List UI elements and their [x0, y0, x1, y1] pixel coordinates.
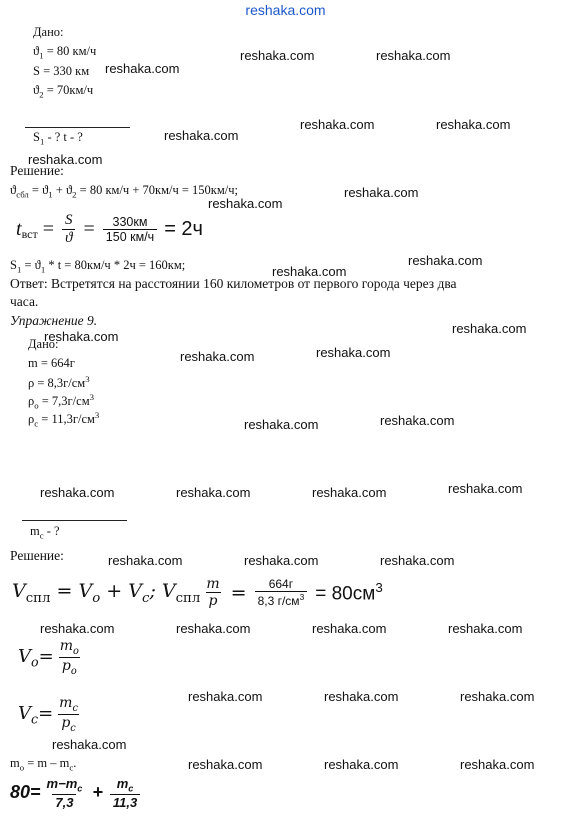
- watermark: reshaka.com: [188, 757, 263, 772]
- given-s: S = 330 км: [33, 64, 90, 78]
- find-line: $S_1$ - ? t - ?: [33, 130, 83, 147]
- watermark: reshaka.com: [164, 128, 239, 143]
- mo-line: $m_о = m - m_с$.: [10, 756, 77, 773]
- watermark: reshaka.com: [44, 329, 119, 344]
- answer-line-1: Ответ: Встретятся на расстоянии 160 километров от первого города через два: [10, 276, 457, 291]
- watermark: reshaka.com: [380, 413, 455, 428]
- watermark: reshaka.com: [176, 621, 251, 636]
- watermark: reshaka.com: [244, 417, 319, 432]
- given-divider: [25, 127, 130, 128]
- watermark: reshaka.com: [452, 321, 527, 336]
- watermark: reshaka.com: [376, 48, 451, 63]
- given-title: Дано:: [33, 25, 64, 39]
- watermark: reshaka.com: [344, 185, 419, 200]
- watermark: reshaka.com: [316, 345, 391, 360]
- watermark: reshaka.com: [324, 689, 399, 704]
- watermark: reshaka.com: [436, 117, 511, 132]
- watermark: reshaka.com: [52, 737, 127, 752]
- watermark: reshaka.com: [448, 481, 523, 496]
- given-rho: $\rho = 8,3г/см^3$: [28, 374, 90, 391]
- given-divider-2: [22, 520, 127, 521]
- given-v2: $ϑ_2 = 70км/ч$: [33, 83, 94, 100]
- given-rho-o: $\rho_о = 7,3г/см^3$: [28, 392, 94, 411]
- watermark: reshaka.com: [300, 117, 375, 132]
- watermark: reshaka.com: [28, 152, 103, 167]
- solution-title-2: Решение:: [10, 548, 64, 563]
- watermark: reshaka.com: [312, 485, 387, 500]
- watermark: reshaka.com: [272, 264, 347, 279]
- vo-formula: $V_о=$ $\frac{m_о}{p_о}$: [18, 638, 79, 677]
- watermark: reshaka.com: [176, 485, 251, 500]
- site-header-link[interactable]: reshaka.com: [245, 2, 326, 18]
- watermark: reshaka.com: [244, 553, 319, 568]
- given-rho-c: $\rho_с = 11,3г/см^3$: [28, 410, 100, 429]
- answer-line-2: часа.: [10, 294, 39, 309]
- solution-title: Решение:: [10, 163, 64, 178]
- watermark: reshaka.com: [108, 553, 183, 568]
- watermark: reshaka.com: [448, 621, 523, 636]
- volume-equation: $V_{спл} = V_о + V_с$; $V_{спл}$ $\frac{m}{p}$ = $\frac{664г}{8,3 г/см^3}$ = $80см^3$: [12, 576, 383, 609]
- watermark: reshaka.com: [324, 757, 399, 772]
- watermark: reshaka.com: [460, 689, 535, 704]
- watermark: reshaka.com: [180, 349, 255, 364]
- final-equation: 80= $\frac{m-m_c}{7,3}$ + $\frac{m_c}{11,3}$: [10, 776, 143, 810]
- given-v1: $ϑ_1 = 80$ км/ч: [33, 44, 97, 61]
- watermark: reshaka.com: [240, 48, 315, 63]
- given-title-2: Дано:: [28, 337, 59, 351]
- watermark: reshaka.com: [105, 61, 180, 76]
- watermark: reshaka.com: [40, 621, 115, 636]
- vc-formula: $V_c=$ $\frac{m_c}{p_c}$: [18, 695, 78, 734]
- time-formula: t вст = $\frac{S}{ϑ}$ = $\frac{330км}{150 км/ч}$ = 2ч: [16, 212, 203, 246]
- watermark: reshaka.com: [312, 621, 387, 636]
- find-line-2: $m_с$ - ?: [30, 524, 60, 541]
- given-mass: m = 664г: [28, 356, 75, 370]
- velocity-sum-line: $ϑ_{сбл} = ϑ_1 + ϑ_2 = 80$ км/ч + 70км/ч = 150км/ч;: [10, 183, 239, 200]
- watermark: reshaka.com: [208, 196, 283, 211]
- watermark: reshaka.com: [40, 485, 115, 500]
- watermark: reshaka.com: [408, 253, 483, 268]
- watermark: reshaka.com: [380, 553, 455, 568]
- exercise-heading: Упражнение 9.: [10, 313, 98, 328]
- watermark: reshaka.com: [188, 689, 263, 704]
- s1-line: $S_1 = ϑ_1 * t = 80км/ч * 2ч = 160км$;: [10, 258, 186, 275]
- watermark: reshaka.com: [460, 757, 535, 772]
